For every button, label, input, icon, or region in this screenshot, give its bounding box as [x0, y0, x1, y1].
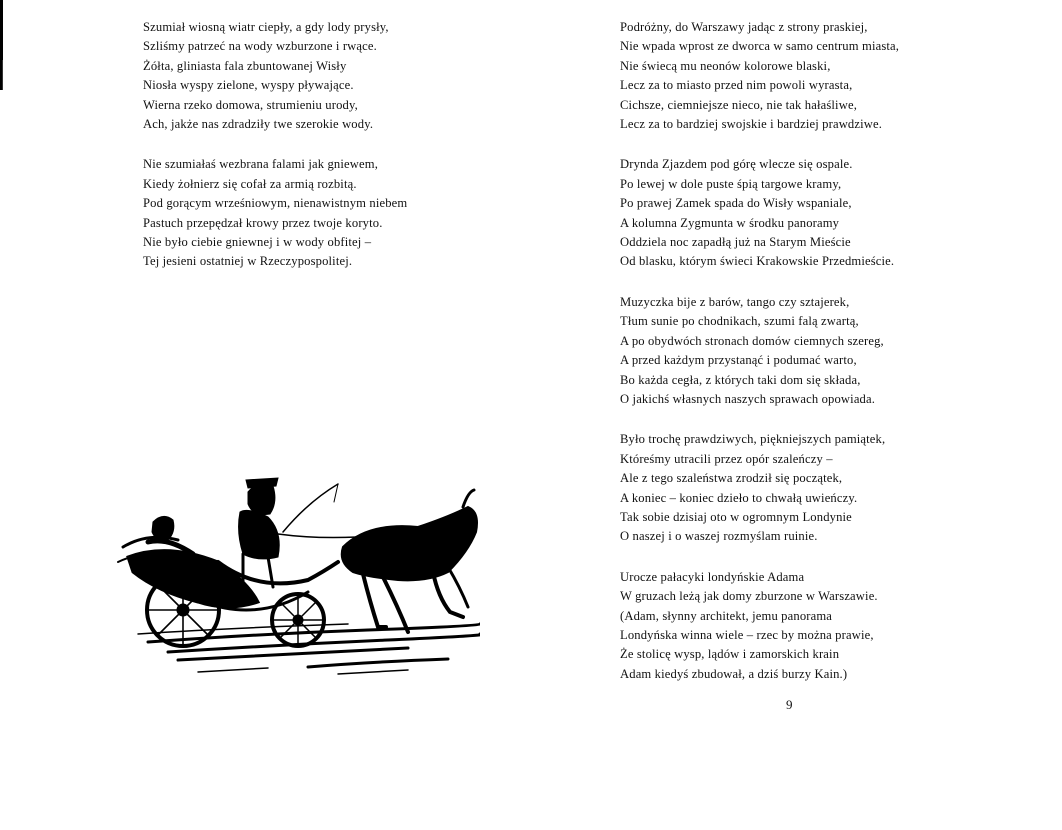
verse-line: Pastuch przepędzał krowy przez twoje koryto. [143, 215, 383, 230]
stanza [620, 293, 1020, 409]
page-edge-mark-secondary [2, 60, 3, 90]
verse-line: Że stolicę wysp, lądów i zamorskich krain [620, 647, 840, 662]
verse-line: Bo każda cegła, z których taki dom się składa, [620, 372, 861, 387]
right-page-text [620, 18, 1020, 705]
left-page-text [143, 18, 503, 293]
stanza [143, 18, 503, 134]
verse-line: O jakichś własnych naszych sprawach opowiada. [620, 391, 876, 406]
verse-line: Nie było ciebie gniewnej i w wody obfitej – [143, 235, 372, 250]
verse-line: Ach, jakże nas zdradziły twe szerokie wody. [143, 117, 374, 132]
verse-line: Cichsze, ciemniejsze nieco, nie tak hałaśliwe, [620, 97, 857, 112]
verse-line: Lecz za to bardziej swojskie i bardziej prawdziwe. [620, 117, 883, 132]
verse-line: Od blasku, którym świeci Krakowskie Przedmieście. [620, 254, 895, 269]
verse-line: Dryndа Zjazdem pod górę wlecze się ospale. [620, 157, 853, 172]
verse-line: A kolumna Zygmunta w środku panoramy [620, 215, 840, 230]
verse-line: Podróżny, do Warszawy jadąc z strony praskiej, [620, 20, 868, 34]
verse-line: Muzyczka bije z barów, tango czy sztajerek, [620, 294, 850, 309]
verse-line: Tak sobie dzisiaj oto w ogromnym Londynie [620, 509, 852, 524]
verse-line: Tej jesieni ostatniej w Rzeczypospolitej. [143, 254, 353, 269]
verse-line: Urocze pałacyki londyńskie Adama [620, 569, 805, 584]
verse-line: A koniec – koniec dzieło to chwałą uwieńczy. [620, 490, 858, 505]
verse-line: Pod gorącym wrześniowym, nienawistnym niebem [143, 196, 408, 211]
stanza [620, 568, 1020, 684]
verse-line: Wierna rzeko domowa, strumieniu urody, [143, 97, 358, 112]
verse-line: Ale z tego szaleństwa zrodził się początek, [620, 471, 843, 486]
verse-line: Lecz za to miasto przed nim powoli wyrasta, [620, 78, 853, 93]
verse-line: Nie świecą mu neonów kolorowe blaski, [620, 58, 831, 73]
verse-line: Tłum sunie po chodnikach, szumi falą zwartą, [620, 314, 859, 329]
stanza [620, 18, 1020, 134]
verse-line: Adam kiedyś zbudował, a dziś burzy Kain.) [620, 666, 848, 681]
page-number: 9 [786, 697, 793, 712]
verse-line: O naszej i o waszej rozmyślam ruinie. [620, 529, 818, 544]
verse-line: Nie wpada wprost ze dworca w samo centrum miasta, [620, 39, 900, 54]
verse-line: A przed każdym przystanąć i podumać warto, [620, 353, 857, 368]
verse-line: Było trochę prawdziwych, piękniejszych pamiątek, [620, 432, 886, 447]
verse-line: (Adam, słynny architekt, jemu panorama [620, 608, 833, 623]
verse-line: Żółta, gliniasta fala zbuntowanej Wisły [143, 58, 347, 73]
carriage-illustration [108, 462, 480, 684]
verse-line: Po prawej Zamek spada do Wisły wspaniale, [620, 196, 852, 211]
verse-line: Szumiał wiosną wiatr ciepły, a gdy lody prysły, [143, 20, 389, 34]
verse-line: Londyńska winna wiele – rzec by można prawie, [620, 627, 874, 642]
stanza [620, 155, 1020, 271]
verse-line: Po lewej w dole puste śpią targowe kramy, [620, 176, 842, 191]
horse-drawn-carriage-icon [108, 462, 480, 684]
verse-line: A po obydwóch stronach domów ciemnych szereg, [620, 333, 884, 348]
stanza [143, 155, 503, 271]
verse-line: Kiedy żołnierz się cofał za armią rozbitą. [143, 176, 357, 191]
verse-line: Nie szumiałaś wezbrana falami jak gniewem, [143, 157, 378, 172]
verse-line: Szliśmy patrzeć na wody wzburzone i rwące. [143, 39, 377, 54]
verse-line: Któreśmy utracili przez opór szaleńczy – [620, 451, 833, 466]
verse-line: W gruzach leżą jak domy zburzone w Warszawie. [620, 589, 878, 604]
verse-line: Oddziela noc zapadłą już na Starym Mieście [620, 235, 851, 250]
verse-line: Niosła wyspy zielone, wyspy pływające. [143, 78, 354, 93]
stanza [620, 430, 1020, 546]
